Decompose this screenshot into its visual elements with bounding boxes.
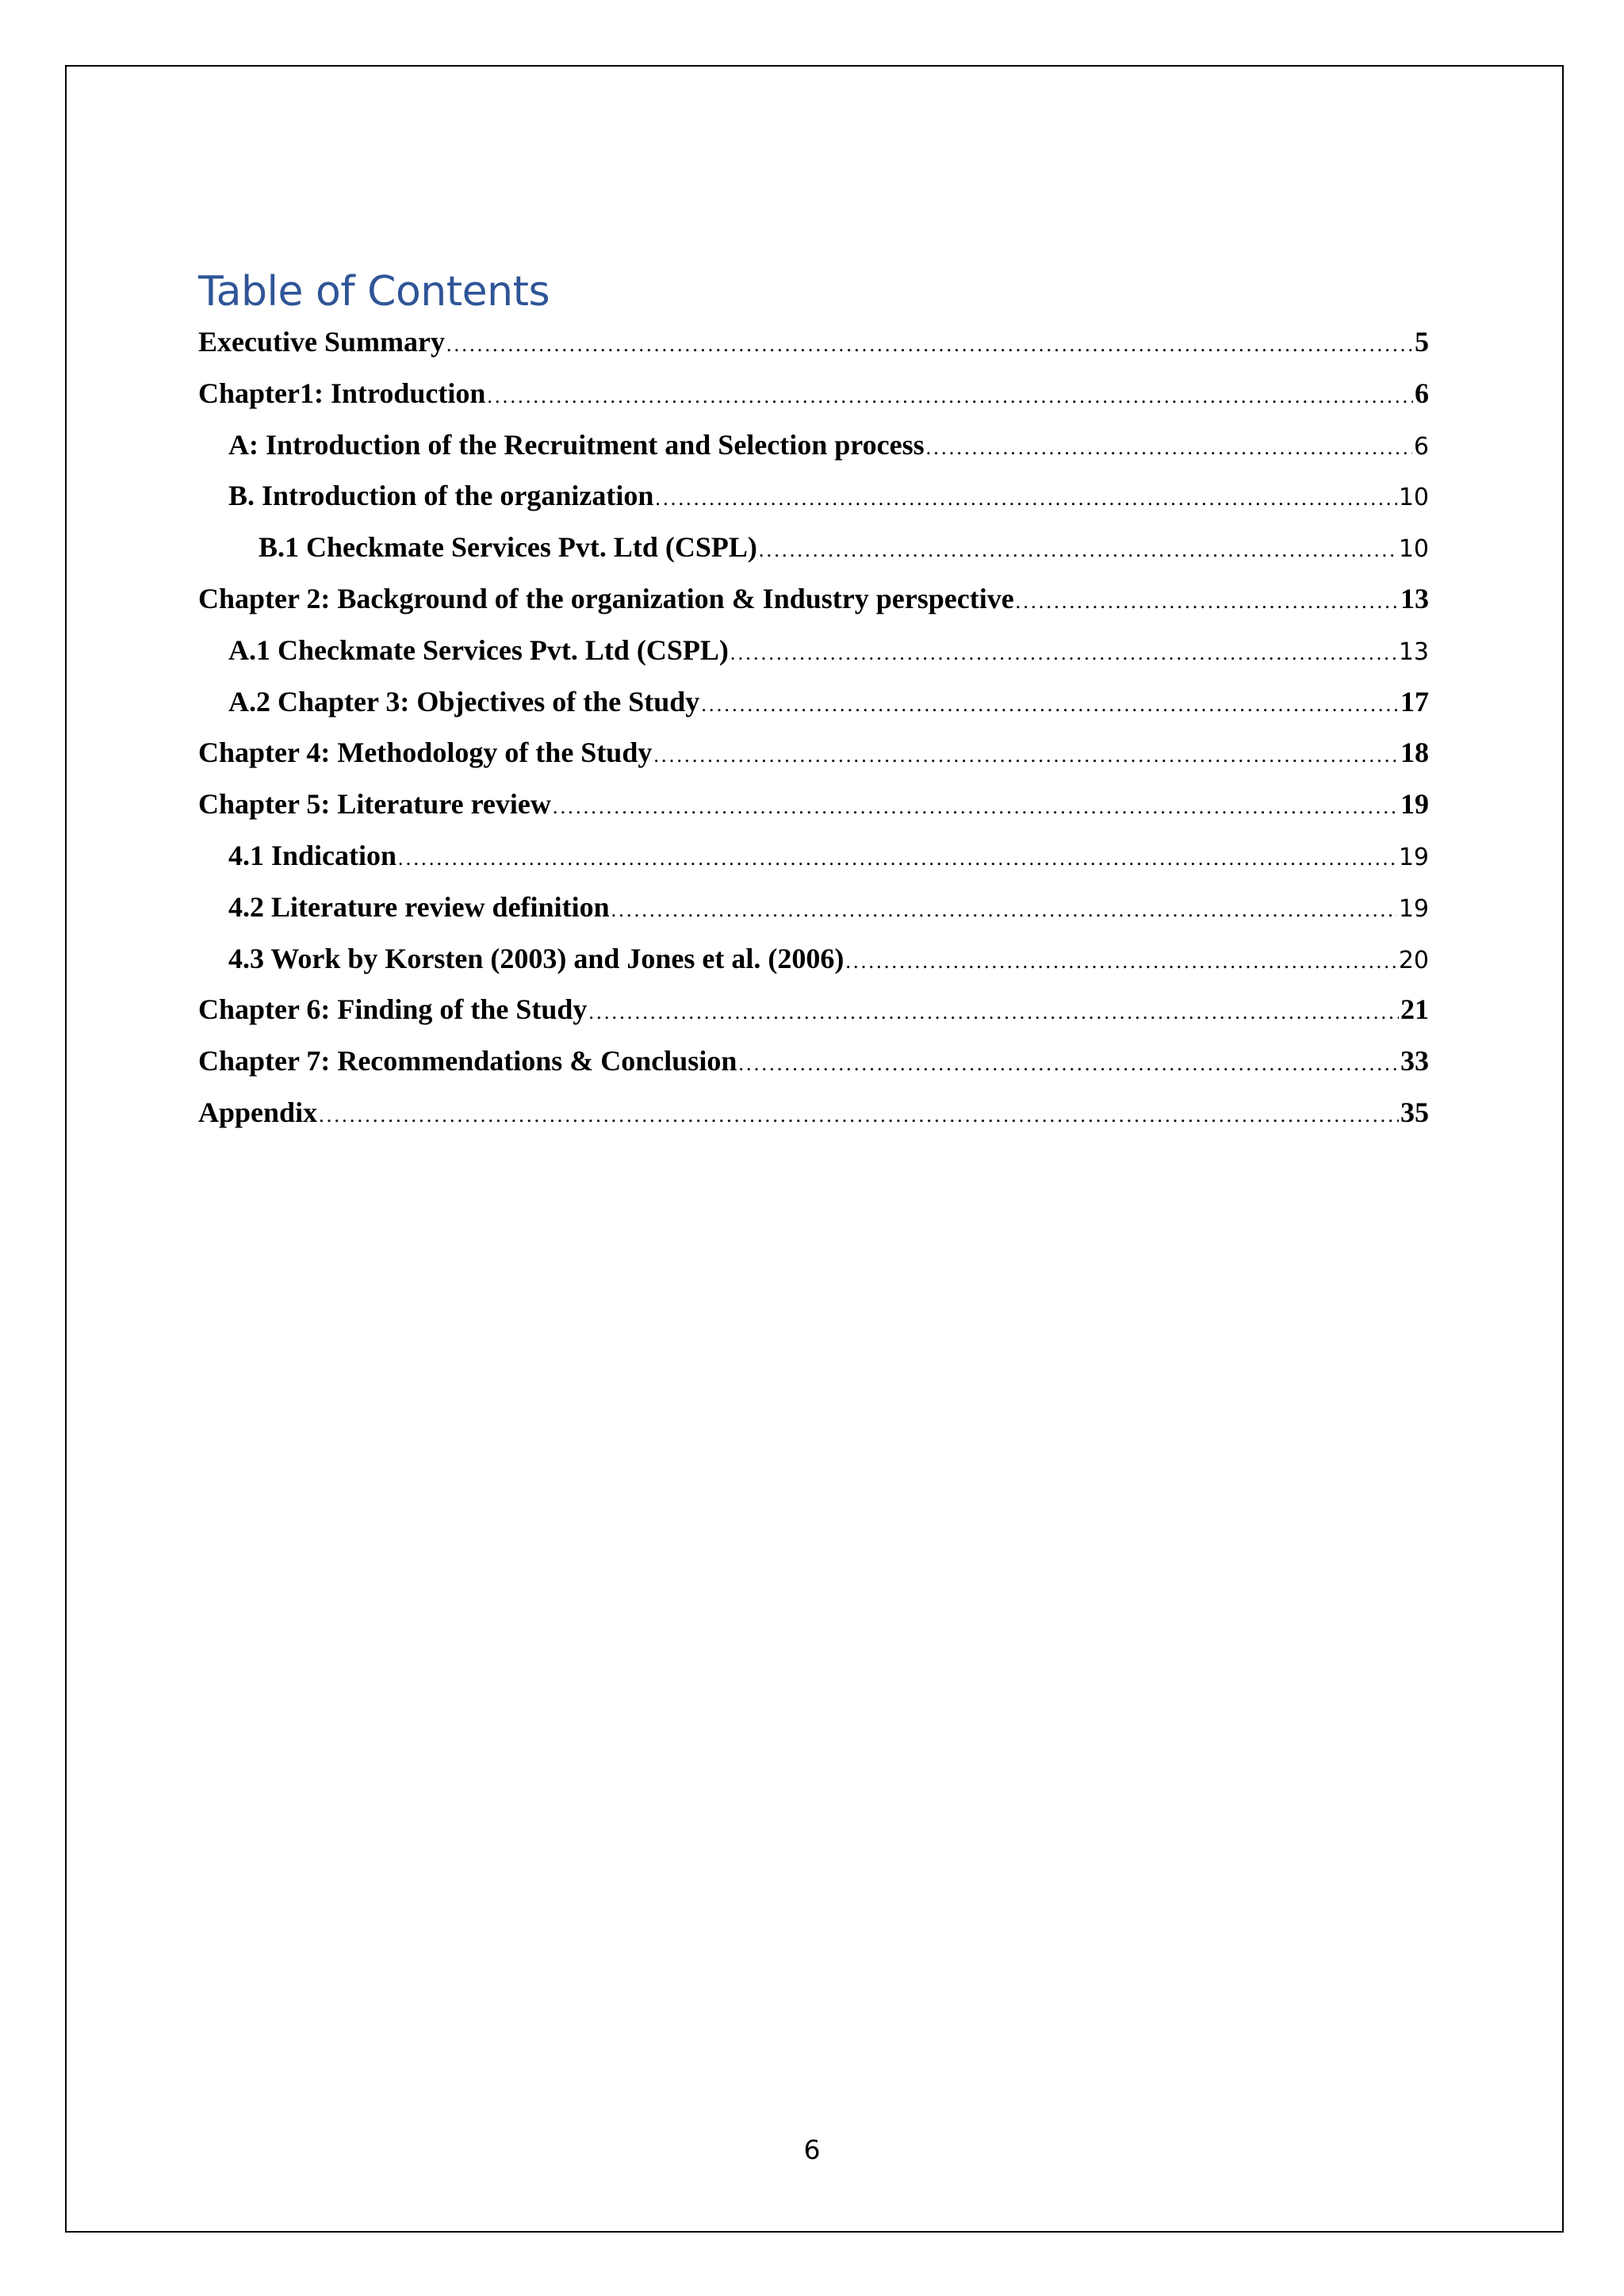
toc-entry-page: 19: [1400, 788, 1429, 821]
toc-dot-leader: [446, 333, 1413, 357]
toc-entry-page: 35: [1400, 1096, 1429, 1128]
toc-dot-leader: [588, 1001, 1399, 1024]
toc-entry-page: 17: [1400, 685, 1429, 718]
toc-dot-leader: [845, 950, 1396, 974]
toc-dot-leader: [653, 744, 1399, 767]
toc-dot-leader: [730, 641, 1397, 665]
toc-entry-label: Chapter 4: Methodology of the Study: [198, 737, 653, 769]
toc-dot-leader: [611, 898, 1397, 922]
toc-entry-label: A: Introduction of the Recruitment and Selection process: [228, 428, 925, 461]
toc-entry[interactable]: [198, 890, 1429, 942]
toc-dot-leader: [655, 487, 1396, 511]
toc-entry-label: Chapter1: Introduction: [198, 377, 486, 409]
toc-dot-leader: [319, 1104, 1399, 1127]
toc-entry-page: 21: [1400, 993, 1429, 1026]
toc-entry-page: 13: [1398, 637, 1429, 666]
toc-entry-page: 19: [1398, 843, 1429, 871]
toc-entry-label: B. Introduction of the organization: [228, 480, 654, 512]
toc-entry-label: A.2 Chapter 3: Objectives of the Study: [228, 685, 700, 718]
toc-dot-leader: [926, 436, 1412, 460]
toc-dot-leader: [759, 538, 1397, 562]
toc-list: [198, 325, 1429, 1147]
toc-entry-label: Appendix: [198, 1096, 318, 1128]
toc-entry[interactable]: [198, 428, 1429, 480]
toc-entry[interactable]: [198, 787, 1429, 839]
toc-entry[interactable]: [198, 325, 1429, 377]
toc-entry-label: 4.3 Work by Korsten (2003) and Jones et al. (2006): [228, 942, 845, 974]
toc-entry-page: 10: [1398, 535, 1429, 564]
toc-dot-leader: [398, 847, 1397, 871]
toc-dot-leader: [553, 795, 1399, 819]
toc-entry-label: Executive Summary: [198, 326, 445, 358]
toc-entry[interactable]: [198, 736, 1429, 787]
toc-entry-label: Chapter 6: Finding of the Study: [198, 993, 588, 1026]
toc-entry-label: Chapter 7: Recommendations & Conclusion: [198, 1045, 737, 1077]
toc-dot-leader: [1016, 590, 1399, 614]
toc-entry-page: 6: [1413, 432, 1429, 461]
toc-entry-label: Chapter 2: Background of the organization & Industry perspective: [198, 582, 1014, 614]
toc-entry[interactable]: [198, 1096, 1429, 1147]
toc-entry[interactable]: [198, 1044, 1429, 1096]
toc-entry[interactable]: [198, 582, 1429, 633]
toc-entry-page: 33: [1400, 1045, 1429, 1077]
toc-entry-page: 20: [1398, 946, 1429, 974]
toc-entry-label: B.1 Checkmate Services Pvt. Ltd (CSPL): [259, 531, 757, 564]
toc-entry-label: Chapter 5: Literature review: [198, 788, 551, 821]
toc-entry[interactable]: [198, 479, 1429, 530]
toc-dot-leader: [487, 385, 1413, 408]
toc-entry-label: A.1 Checkmate Services Pvt. Ltd (CSPL): [228, 633, 729, 666]
toc-entry[interactable]: [198, 633, 1429, 685]
toc-entry[interactable]: [198, 377, 1429, 428]
page-number: 6: [803, 2134, 821, 2165]
toc-entry[interactable]: [198, 839, 1429, 890]
toc-entry[interactable]: [198, 993, 1429, 1044]
toc-title: Table of Contents: [198, 268, 550, 316]
toc-entry[interactable]: [198, 942, 1429, 993]
toc-entry-page: 19: [1398, 894, 1429, 923]
toc-entry[interactable]: [198, 530, 1429, 582]
toc-dot-leader: [738, 1052, 1399, 1076]
toc-entry[interactable]: [198, 685, 1429, 737]
toc-entry-label: 4.2 Literature review definition: [228, 890, 610, 923]
toc-entry-page: 10: [1398, 484, 1429, 512]
toc-dot-leader: [701, 693, 1399, 717]
toc-entry-page: 5: [1415, 326, 1429, 358]
table-of-contents: [198, 263, 1429, 1147]
toc-entry-label: 4.1 Indication: [228, 839, 397, 871]
toc-entry-page: 6: [1415, 377, 1429, 409]
toc-entry-page: 13: [1400, 582, 1429, 614]
toc-entry-page: 18: [1400, 737, 1429, 769]
